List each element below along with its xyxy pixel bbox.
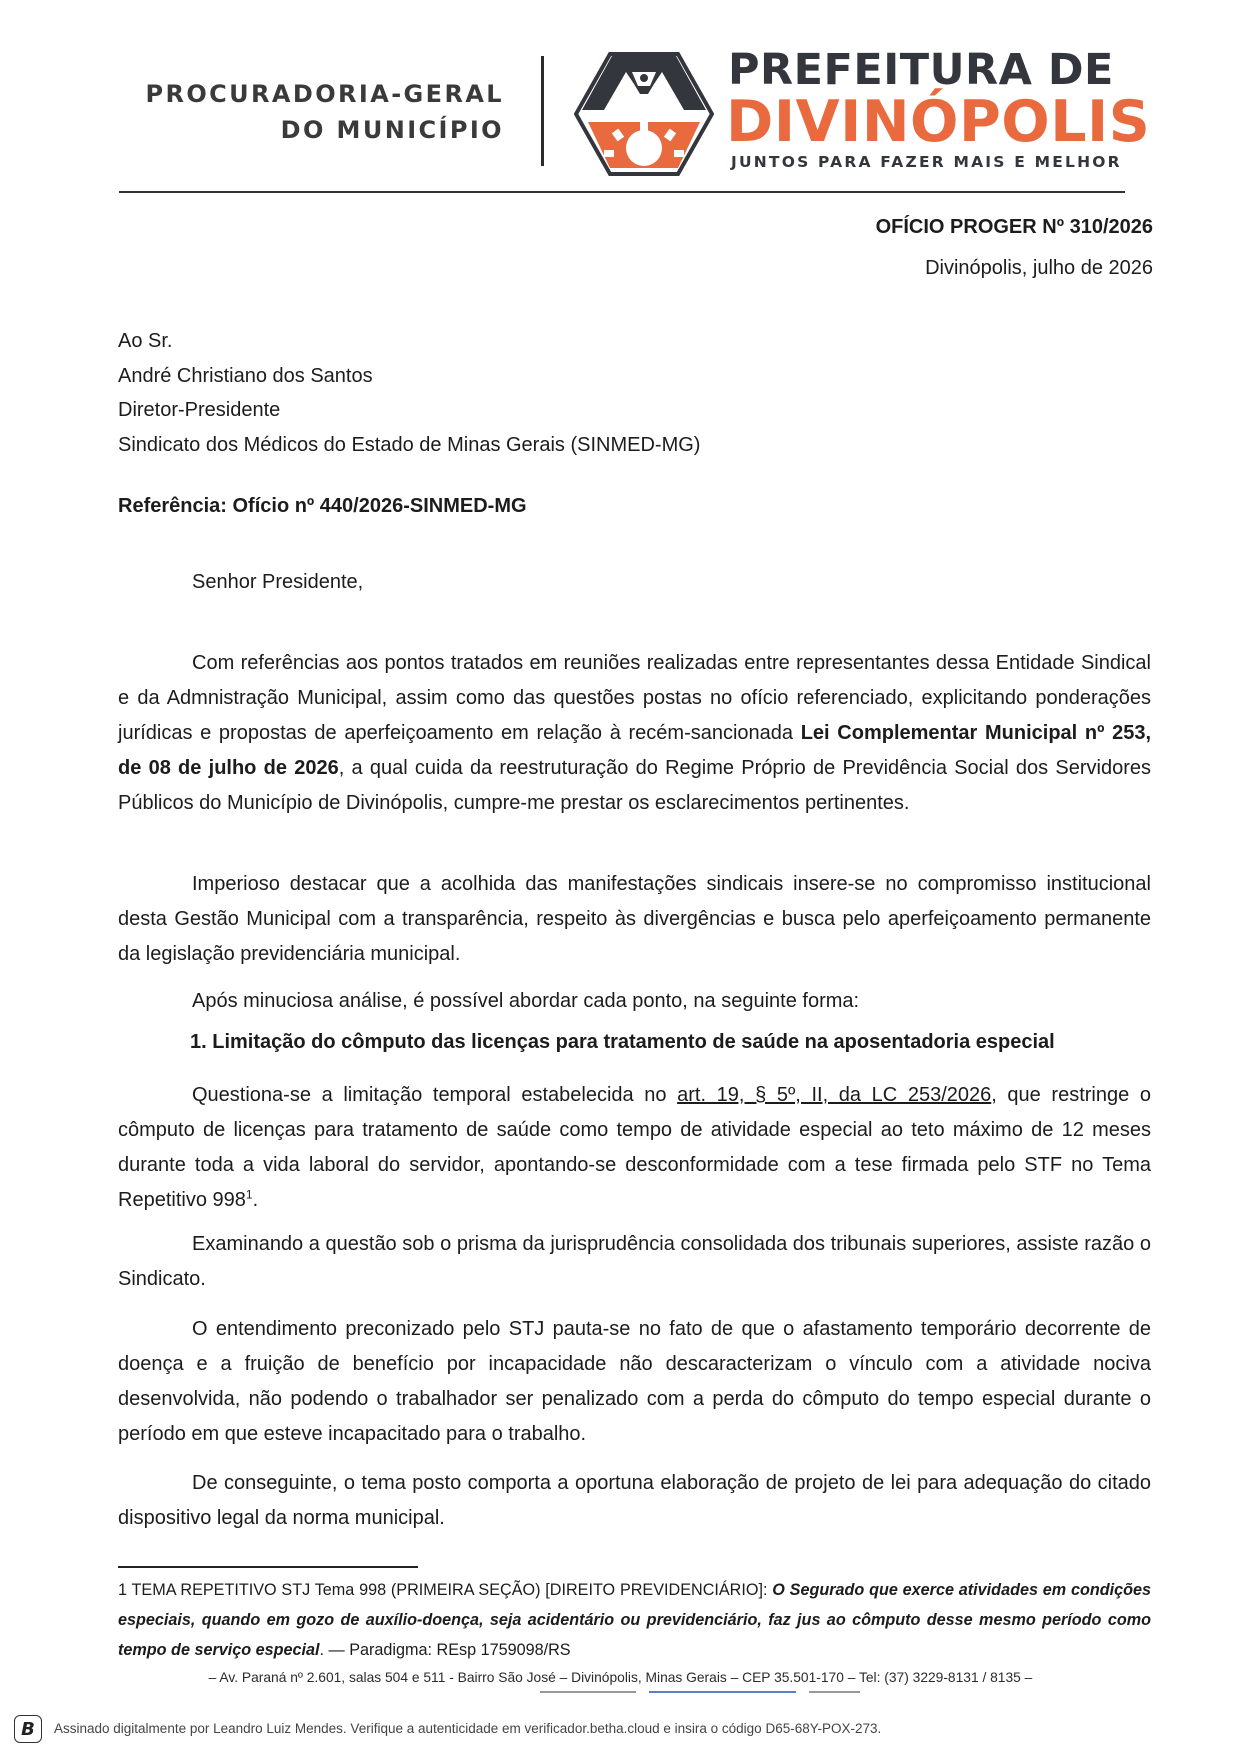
footnote-tail: . — Paradigma: REsp 1759098/RS [319, 1641, 571, 1659]
paragraph-1-text-a: Com referências aos pontos tratados em reuniões realizadas entre representantes dessa Entidade Sindical e da Admnistração Municipal, assim como das questões postas no ofício referenciado, explicitando ponderações jurídicas e propostas de aperfeiçoamento em relação à recém-sancionada [118, 652, 1151, 744]
prefeitura-title-line1: PREFEITURA DE [728, 45, 1114, 95]
betha-signature-icon: B [14, 1715, 42, 1743]
header-divider [541, 56, 544, 166]
footnote-quote: O Segurado que exerce atividades em condições especiais, quando em gozo de auxílio-doença, seja acidentário ou previdenciário, faz jus ao cômputo desse mesmo período como tempo de serviço especial [118, 1581, 1152, 1659]
prefeitura-title-line2: DIVINÓPOLIS [726, 89, 1151, 155]
paragraph-4 [118, 1078, 1151, 1218]
procuradoria-line1: PROCURADORIA-GERAL [145, 80, 504, 108]
salutation: Senhor Presidente, [192, 571, 364, 593]
footer-contact-cutoff [540, 1688, 860, 1694]
addressee-role: Diretor-Presidente [118, 399, 281, 421]
paragraph-1-text-b: , a qual cuida da reestruturação do Regime Próprio de Previdência Social dos Servidores Públicos do Município de Divinópolis, cumpre-me prestar os esclarecimentos pertinentes. [118, 757, 1151, 814]
addressee-block [118, 324, 700, 462]
digital-signature-note: Assinado digitalmente por Leandro Luiz Mendes. Verifique a autenticidade em verificador.betha.cloud e insira o código D65-68Y-POX-273. [54, 1721, 882, 1736]
section-1-title: 1. Limitação do cômputo das licenças para tratamento de saúde na aposentadoria especial [190, 1031, 1055, 1053]
paragraph-4-text-c: . [252, 1189, 259, 1211]
addressee-title: Ao Sr. [118, 330, 173, 352]
addressee-name: André Christiano dos Santos [118, 364, 373, 387]
paragraph-4-text-a: Questiona-se a limitação temporal estabelecida no [192, 1084, 678, 1106]
footnote-lead: TEMA REPETITIVO STJ Tema 998 (PRIMEIRA SEÇÃO) [DIREITO PREVIDENCIÁRIO]: [127, 1581, 773, 1599]
paragraph-5: Examinando a questão sob o prisma da jurisprudência consolidada dos tribunais superiores, assiste razão o Sindicato. [118, 1233, 1151, 1290]
reference-line: Referência: Ofício nº 440/2026-SINMED-MG [118, 495, 527, 517]
paragraph-2: Imperioso destacar que a acolhida das manifestações sindicais insere-se no compromisso institucional desta Gestão Municipal com a transparência, respeito às divergências e busca pelo aperfeiçoamento permanente da legislação previdenciária municipal. [118, 873, 1151, 965]
paragraph-1 [118, 646, 1151, 821]
footnote-rule [118, 1566, 418, 1568]
prefeitura-logo-icon [574, 50, 714, 178]
paragraph-7: De conseguinte, o tema posto comporta a oportuna elaboração de projeto de lei para adequação do citado dispositivo legal da norma municipal. [118, 1472, 1151, 1529]
law-reference: Lei Complementar Municipal nº 253, de 08 de julho de 2026 [118, 722, 1151, 779]
paragraph-6: O entendimento preconizado pelo STJ pauta-se no fato de que o afastamento temporário decorrente de doença e a fruição de benefício por incapacidade não descaracterizam o vínculo com a atividade nociva desenvolvida, não podendo o trabalhador ser penalizado com a perda do cômputo do tempo especial durante o período em que esteve incapacitado para o trabalho. [118, 1318, 1151, 1445]
footnote-number: 1 [118, 1581, 128, 1599]
addressee-org: Sindicato dos Médicos do Estado de Minas Gerais (SINMED-MG) [118, 433, 701, 456]
procuradoria-line2: DO MUNICÍPIO [280, 116, 504, 144]
header-rule [119, 191, 1125, 193]
paragraph-4-text-b: , que restringe o cômputo de licenças para tratamento de saúde como tempo de atividade especial ao teto máximo de 12 meses durante toda a vida laboral do servidor, apontando-se desconformidade com a tese firmada pelo STF no Tema Repetitivo 998 [118, 1084, 1151, 1211]
prefeitura-slogan: JUNTOS PARA FAZER MAIS E MELHOR [731, 153, 1122, 171]
footnote-marker: 1 [245, 1187, 253, 1202]
paragraph-3: Após minuciosa análise, é possível abordar cada ponto, na seguinte forma: [192, 990, 860, 1012]
letter-place-date: Divinópolis, julho de 2026 [925, 257, 1153, 279]
letter-number: OFÍCIO PROGER Nº 310/2026 [875, 216, 1153, 238]
article-reference: art. 19, § 5º, II, da LC 253/2026 [677, 1084, 992, 1106]
footer-address: – Av. Paraná nº 2.601, salas 504 e 511 - Bairro São José – Divinópolis, Minas Gerais – CEP 35.501-170 – Tel: (37) 3229-8131 / 8135 – [208, 1670, 1033, 1685]
footnote [118, 1575, 1151, 1665]
procuradoria-title [140, 76, 504, 148]
